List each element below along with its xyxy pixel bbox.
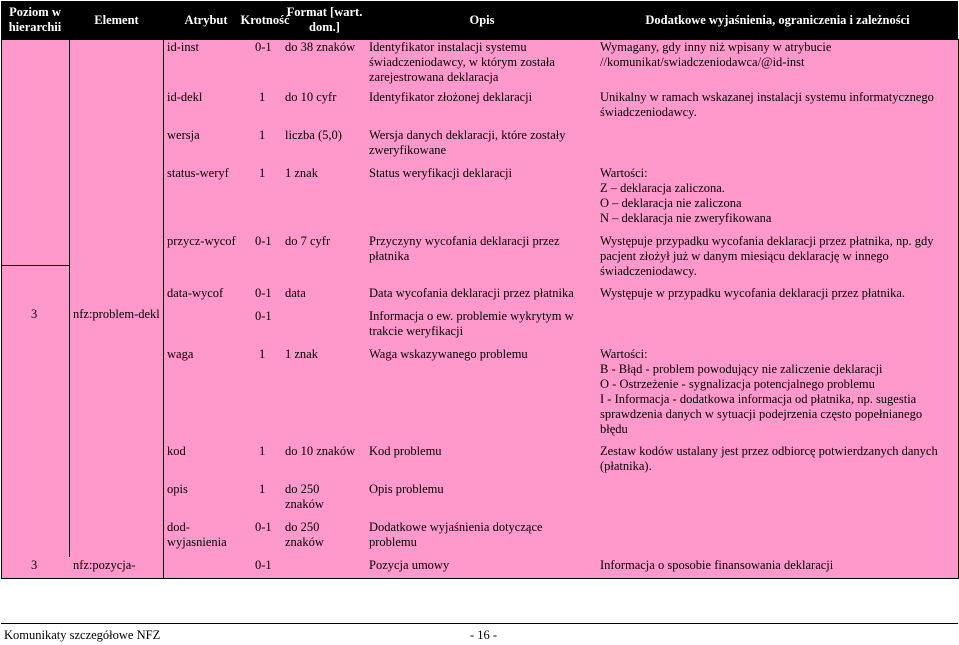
row-cardinality: 0-1 bbox=[255, 40, 272, 54]
row-cardinality: 0-1 bbox=[255, 309, 272, 323]
row-format: do 38 znaków bbox=[285, 40, 356, 54]
row-description: Opis problemu bbox=[369, 482, 444, 496]
row-cardinality: 1 bbox=[259, 347, 266, 361]
row-format: liczba (5,0) bbox=[285, 128, 342, 142]
row-attribute: przycz-wycof bbox=[167, 234, 236, 248]
row-notes-item: Z – deklaracja zaliczona. bbox=[600, 181, 725, 195]
footer-document-title: Komunikaty szczegółowe NFZ bbox=[4, 628, 161, 642]
row-notes: Wartości: bbox=[600, 347, 648, 361]
row-description: Kod problemu bbox=[369, 444, 442, 458]
row-format: do 7 cyfr bbox=[285, 234, 331, 248]
row-attribute: wersja bbox=[167, 128, 200, 142]
row-description: Status weryfikacji deklaracji bbox=[369, 166, 512, 180]
row-description: Identyfikator złożonej deklaracji bbox=[369, 90, 533, 104]
header-level: Poziom w hierarchii bbox=[8, 5, 62, 34]
row-attribute: id-inst bbox=[167, 40, 199, 54]
row-cardinality: 1 bbox=[259, 166, 266, 180]
row-notes-item: O – deklaracja nie zaliczona bbox=[600, 196, 742, 210]
last-row-description: Pozycja umowy bbox=[369, 558, 450, 572]
last-row-cardinality: 0-1 bbox=[255, 558, 272, 572]
row-description: Waga wskazywanego problemu bbox=[369, 347, 528, 361]
header-format: Format [wart. dom.] bbox=[286, 5, 363, 34]
row-description: Wersja danych deklaracji, które zostały zweryfikowane bbox=[369, 128, 566, 157]
last-row-notes: Informacja o sposobie finansowania deklaracji bbox=[600, 558, 834, 572]
table-body bbox=[1, 39, 958, 579]
group-element: nfz:problem-dekl bbox=[73, 307, 160, 321]
row-notes: Wartości: bbox=[600, 166, 648, 180]
row-format: do 10 cyfr bbox=[285, 90, 337, 104]
row-description: Przyczyny wycofania deklaracji przez płatnika bbox=[369, 234, 560, 263]
row-notes-item: B - Błąd - problem powodujący nie zaliczenie deklaracji bbox=[600, 362, 883, 376]
row-format: 1 znak bbox=[285, 166, 318, 180]
header-element: Element bbox=[94, 12, 139, 27]
header-cardinality: Krotność bbox=[240, 12, 290, 27]
row-description: Data wycofania deklaracji przez płatnika bbox=[369, 286, 574, 300]
row-cardinality: 0-1 bbox=[255, 286, 272, 300]
row-attribute: kod bbox=[167, 444, 186, 458]
last-row-level: 3 bbox=[31, 558, 38, 572]
row-notes-item: I - Informacja - dodatkowa informacja od płatnika, np. sugestia sprawdzenia danych w sytuacji podejrzenia często popełnianego błędu bbox=[600, 392, 923, 436]
row-notes: Wymagany, gdy inny niż wpisany w atrybucie //komunikat/swiadczeniodawca/@id-inst bbox=[600, 40, 832, 69]
row-cardinality: 0-1 bbox=[255, 520, 272, 534]
row-format: 1 znak bbox=[285, 347, 318, 361]
row-attribute: opis bbox=[167, 482, 188, 496]
group-level: 3 bbox=[31, 307, 38, 321]
row-attribute: dod-wyjasnienia bbox=[167, 520, 227, 549]
row-format: do 10 znaków bbox=[285, 444, 356, 458]
row-description: Dodatkowe wyjaśnienia dotyczące problemu bbox=[369, 520, 543, 549]
row-format: data bbox=[285, 286, 306, 300]
header-notes: Dodatkowe wyjaśnienia, ograniczenia i zależności bbox=[645, 12, 910, 27]
row-description: Informacja o ew. problemie wykrytym w trakcie weryfikacji bbox=[369, 309, 574, 338]
footer-page-number: - 16 - bbox=[470, 628, 498, 642]
row-notes: Występuje w przypadku wycofania deklaracji przez płatnika. bbox=[600, 286, 906, 300]
row-cardinality: 1 bbox=[259, 482, 266, 496]
last-row-element: nfz:pozycja- bbox=[73, 558, 136, 572]
row-attribute: id-dekl bbox=[167, 90, 203, 104]
header-attribute: Atrybut bbox=[184, 12, 228, 27]
row-format: do 250 znaków bbox=[285, 520, 324, 549]
row-cardinality: 1 bbox=[259, 444, 266, 458]
row-format: do 250 znaków bbox=[285, 482, 324, 511]
row-notes: Unikalny w ramach wskazanej instalacji systemu informatycznego świadczeniodawcy. bbox=[600, 90, 934, 119]
row-cardinality: 0-1 bbox=[255, 234, 272, 248]
row-attribute: data-wycof bbox=[167, 286, 224, 300]
row-notes-item: O - Ostrzeżenie - sygnalizacja potencjalnego problemu bbox=[600, 377, 875, 391]
row-description: Identyfikator instalacji systemu świadczeniodawcy, w którym została zarejestrowana deklaracja bbox=[369, 40, 555, 84]
row-notes: Występuje przypadku wycofania deklaracji przez płatnika, np. gdy pacjent złożył już w danym miesiącu deklarację w innego świadczeniodawcy. bbox=[600, 234, 934, 278]
row-cardinality: 1 bbox=[259, 128, 266, 142]
header-description: Opis bbox=[469, 12, 495, 27]
table-header bbox=[1, 1, 958, 39]
row-notes-item: N – deklaracja nie zweryfikowana bbox=[600, 211, 772, 225]
footer-rule bbox=[1, 623, 958, 624]
row-attribute: status-weryf bbox=[167, 166, 229, 180]
row-cardinality: 1 bbox=[259, 90, 266, 104]
row-notes: Zestaw kodów ustalany jest przez odbiorcę potwierdzanych danych (płatnika). bbox=[600, 444, 938, 473]
row-attribute: waga bbox=[167, 347, 194, 361]
